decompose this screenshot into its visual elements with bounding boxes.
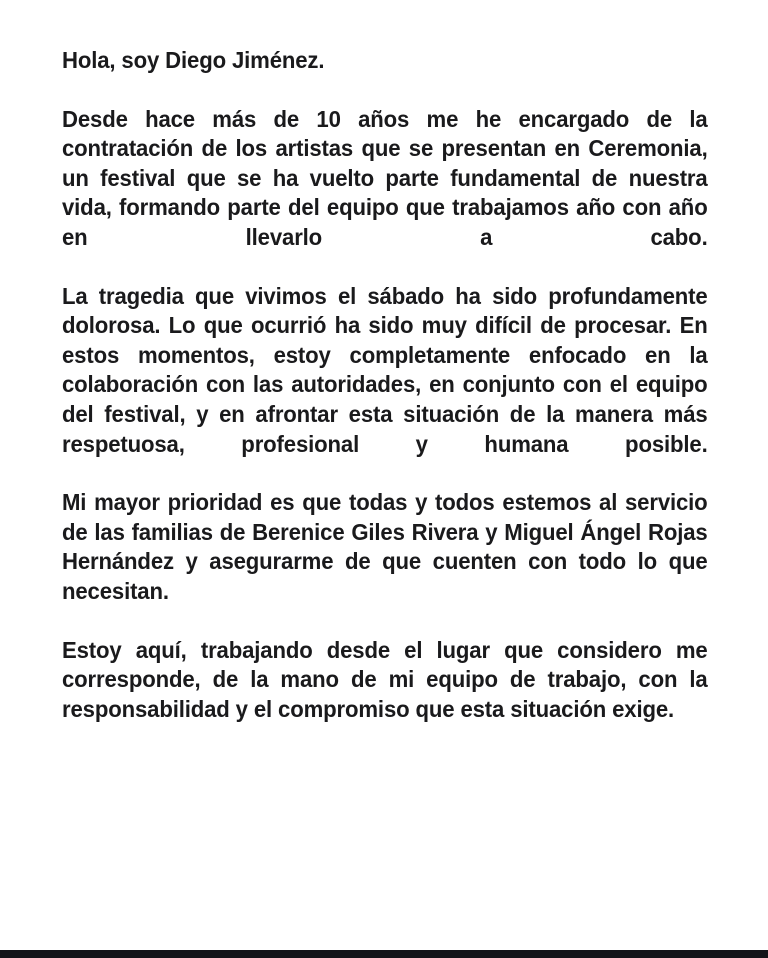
- statement-paragraph-1: Desde hace más de 10 años me he encargado de la contratación de los artistas que se presentan en Ceremonia, un festival que se ha vuelto parte fundamental de nuestra vida, formando parte del equipo que trabajamos año con año en llevarlo a cabo.: [62, 105, 708, 250]
- bottom-edge-bar: [0, 950, 768, 958]
- statement-text-block: [62, 46, 708, 724]
- statement-paragraph-4: Estoy aquí, trabajando desde el lugar que considero me corresponde, de la mano de mi equipo de trabajo, con la responsabilidad y el compromiso que esta situación exige.: [62, 636, 708, 722]
- statement-paragraph-3: Mi mayor prioridad es que todas y todos estemos al servicio de las familias de Berenice Giles Rivera y Miguel Ángel Rojas Hernández y asegurarme de que cuenten con todo lo que necesitan.: [62, 489, 708, 604]
- statement-paragraph-2: La tragedia que vivimos el sábado ha sido profundamente dolorosa. Lo que ocurrió ha sido muy difícil de procesar. En estos momentos, estoy completamente enfocado en la colaboración con las autoridades, en conjunto con el equipo del festival, y en afrontar esta situación de la manera más respetuosa, profesional y humana posible.: [62, 282, 708, 457]
- statement-greeting: Hola, soy Diego Jiménez.: [62, 47, 325, 73]
